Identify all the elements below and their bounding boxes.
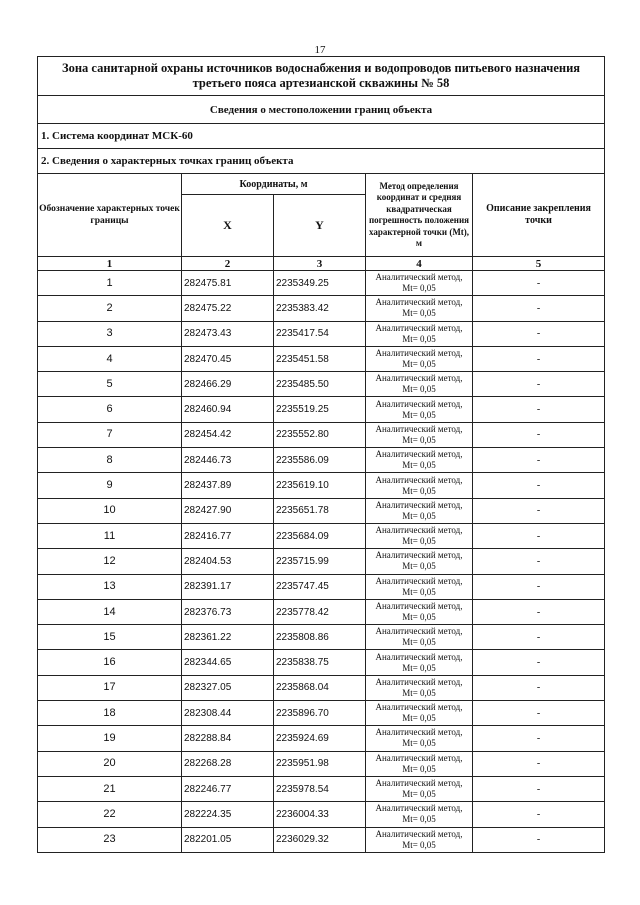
document-title: Зона санитарной охраны источников водоснабжения и водопроводов питьевого назначения третьего пояса артезианской скважины № 58 — [38, 57, 605, 96]
method-text: Аналитический метод, — [375, 727, 463, 738]
table-row — [38, 473, 605, 498]
method-cell — [366, 372, 473, 397]
method-cell — [366, 827, 473, 852]
fixing-description: - — [473, 321, 605, 346]
coord-y: 2236004.33 — [274, 802, 366, 827]
coord-x: 282404.53 — [182, 549, 274, 574]
method-cell — [366, 523, 473, 548]
coord-y: 2235951.98 — [274, 751, 366, 776]
method-text: Аналитический метод, — [375, 752, 463, 763]
method-error: Mt= 0,05 — [402, 637, 436, 648]
table-row — [38, 372, 605, 397]
coord-y: 2235586.09 — [274, 448, 366, 473]
method-error: Mt= 0,05 — [402, 738, 436, 749]
table-row — [38, 346, 605, 371]
method-cell — [366, 271, 473, 296]
fixing-description: - — [473, 726, 605, 751]
coord-y: 2235747.45 — [274, 574, 366, 599]
table-row — [38, 726, 605, 751]
method-error: Mt= 0,05 — [402, 510, 436, 521]
method-cell — [366, 397, 473, 422]
method-text: Аналитический метод, — [375, 373, 463, 384]
method-cell — [366, 498, 473, 523]
fixing-description: - — [473, 675, 605, 700]
method-text: Аналитический метод, — [375, 676, 463, 687]
method-cell — [366, 751, 473, 776]
point-id: 16 — [38, 650, 182, 675]
method-text: Аналитический метод, — [375, 398, 463, 409]
fixing-description: - — [473, 776, 605, 801]
coord-y: 2235715.99 — [274, 549, 366, 574]
point-id: 19 — [38, 726, 182, 751]
method-cell — [366, 599, 473, 624]
coord-y: 2235868.04 — [274, 675, 366, 700]
coord-x: 282288.84 — [182, 726, 274, 751]
method-error: Mt= 0,05 — [402, 409, 436, 420]
coord-x: 282224.35 — [182, 802, 274, 827]
coord-y: 2235383.42 — [274, 296, 366, 321]
table-row — [38, 827, 605, 852]
method-error: Mt= 0,05 — [402, 839, 436, 850]
method-text: Аналитический метод, — [375, 601, 463, 611]
point-id: 5 — [38, 372, 182, 397]
method-text: Аналитический метод, — [375, 525, 463, 536]
column-number: 4 — [366, 257, 473, 271]
method-error: Mt= 0,05 — [402, 283, 436, 294]
table-row — [38, 397, 605, 422]
method-text: Аналитический метод, — [375, 828, 463, 839]
document-subtitle: Сведения о местоположении границ объекта — [38, 96, 605, 124]
point-id: 4 — [38, 346, 182, 371]
coord-x: 282344.65 — [182, 650, 274, 675]
method-cell — [366, 776, 473, 801]
method-text: Аналитический метод, — [375, 575, 463, 586]
point-id: 17 — [38, 675, 182, 700]
coord-y: 2236029.32 — [274, 827, 366, 852]
coord-x: 282361.22 — [182, 625, 274, 650]
method-text: Аналитический метод, — [375, 550, 463, 561]
method-error: Mt= 0,05 — [402, 333, 436, 344]
coord-x: 282391.17 — [182, 574, 274, 599]
method-cell — [366, 346, 473, 371]
method-cell — [366, 625, 473, 650]
table-row — [38, 625, 605, 650]
table-row — [38, 422, 605, 447]
point-id: 2 — [38, 296, 182, 321]
point-id: 10 — [38, 498, 182, 523]
fixing-description: - — [473, 372, 605, 397]
fixing-description: - — [473, 701, 605, 726]
method-error: Mt= 0,05 — [402, 789, 436, 800]
point-id: 7 — [38, 422, 182, 447]
point-id: 6 — [38, 397, 182, 422]
fixing-description: - — [473, 498, 605, 523]
fixing-description: - — [473, 802, 605, 827]
fixing-description: - — [473, 549, 605, 574]
coord-y: 2235896.70 — [274, 701, 366, 726]
method-error: Mt= 0,05 — [402, 586, 436, 597]
table-row — [38, 549, 605, 574]
method-error: Mt= 0,05 — [402, 561, 436, 572]
point-id: 9 — [38, 473, 182, 498]
method-cell — [366, 802, 473, 827]
point-id: 13 — [38, 574, 182, 599]
coord-x: 282470.45 — [182, 346, 274, 371]
method-error: Mt= 0,05 — [402, 814, 436, 825]
header-description: Описание закрепления точки — [473, 174, 605, 257]
boundary-points-table — [37, 56, 605, 853]
method-error: Mt= 0,05 — [402, 384, 436, 395]
table-row — [38, 701, 605, 726]
coord-x: 282416.77 — [182, 523, 274, 548]
method-error: Mt= 0,05 — [402, 662, 436, 673]
method-error: Mt= 0,05 — [402, 434, 436, 445]
header-coordinates: Координаты, м — [182, 174, 366, 195]
fixing-description: - — [473, 296, 605, 321]
method-cell — [366, 701, 473, 726]
coord-x: 282475.22 — [182, 296, 274, 321]
point-id: 3 — [38, 321, 182, 346]
coord-x: 282327.05 — [182, 675, 274, 700]
method-text: Аналитический метод, — [375, 702, 463, 713]
method-text: Аналитический метод, — [375, 322, 463, 333]
point-id: 18 — [38, 701, 182, 726]
coord-x: 282473.43 — [182, 321, 274, 346]
table-row — [38, 296, 605, 321]
fixing-description: - — [473, 422, 605, 447]
coord-y: 2235778.42 — [274, 599, 366, 624]
coord-y: 2235838.75 — [274, 650, 366, 675]
method-text: Аналитический метод, — [375, 651, 463, 662]
coord-y: 2235978.54 — [274, 776, 366, 801]
table-row — [38, 802, 605, 827]
table-row — [38, 321, 605, 346]
coord-x: 282427.90 — [182, 498, 274, 523]
point-id: 1 — [38, 271, 182, 296]
method-cell — [366, 422, 473, 447]
section-coordinate-system: 1. Система координат МСК-60 — [38, 124, 605, 149]
coord-y: 2235808.86 — [274, 625, 366, 650]
method-text: Аналитический метод, — [375, 778, 463, 789]
method-error: Mt= 0,05 — [402, 460, 436, 471]
method-error: Mt= 0,05 — [402, 612, 436, 622]
method-cell — [366, 650, 473, 675]
table-row — [38, 599, 605, 624]
fixing-description: - — [473, 271, 605, 296]
point-id: 22 — [38, 802, 182, 827]
header-y: Y — [274, 195, 366, 257]
fixing-description: - — [473, 827, 605, 852]
method-error: Mt= 0,05 — [402, 485, 436, 496]
method-error: Mt= 0,05 — [402, 359, 436, 370]
column-number: 5 — [473, 257, 605, 271]
column-number: 2 — [182, 257, 274, 271]
fixing-description: - — [473, 650, 605, 675]
point-id: 12 — [38, 549, 182, 574]
coord-x: 282376.73 — [182, 599, 274, 624]
coord-x: 282308.44 — [182, 701, 274, 726]
coord-y: 2235684.09 — [274, 523, 366, 548]
method-text: Аналитический метод, — [375, 348, 463, 359]
method-cell — [366, 296, 473, 321]
column-number-row — [38, 257, 605, 271]
point-id: 20 — [38, 751, 182, 776]
method-error: Mt= 0,05 — [402, 687, 436, 698]
section-characteristic-points: 2. Сведения о характерных точках границ объекта — [38, 149, 605, 174]
fixing-description: - — [473, 473, 605, 498]
point-id: 21 — [38, 776, 182, 801]
table-row — [38, 574, 605, 599]
table-row — [38, 448, 605, 473]
method-text: Аналитический метод, — [375, 272, 463, 283]
point-id: 15 — [38, 625, 182, 650]
method-error: Mt= 0,05 — [402, 713, 436, 724]
coord-x: 282460.94 — [182, 397, 274, 422]
coord-x: 282475.81 — [182, 271, 274, 296]
column-number: 1 — [38, 257, 182, 271]
coord-x: 282446.73 — [182, 448, 274, 473]
method-text: Аналитический метод, — [375, 297, 463, 308]
table-row — [38, 675, 605, 700]
coord-y: 2235619.10 — [274, 473, 366, 498]
fixing-description: - — [473, 397, 605, 422]
method-cell — [366, 726, 473, 751]
method-cell — [366, 574, 473, 599]
method-cell — [366, 473, 473, 498]
coord-y: 2235451.58 — [274, 346, 366, 371]
method-cell — [366, 675, 473, 700]
table-row — [38, 498, 605, 523]
fixing-description: - — [473, 448, 605, 473]
coord-x: 282268.28 — [182, 751, 274, 776]
method-text: Аналитический метод, — [375, 449, 463, 460]
method-text: Аналитический метод, — [375, 626, 463, 637]
coord-x: 282437.89 — [182, 473, 274, 498]
coord-y: 2235924.69 — [274, 726, 366, 751]
method-cell — [366, 321, 473, 346]
method-text: Аналитический метод, — [375, 499, 463, 510]
method-text: Аналитический метод, — [375, 423, 463, 434]
coord-y: 2235651.78 — [274, 498, 366, 523]
coord-y: 2235552.80 — [274, 422, 366, 447]
coord-y: 2235519.25 — [274, 397, 366, 422]
header-point-designation: Обозначение характерных точек границы — [38, 174, 182, 257]
page-number: 17 — [314, 44, 326, 56]
table-row — [38, 776, 605, 801]
table-row — [38, 751, 605, 776]
point-id: 8 — [38, 448, 182, 473]
table-row — [38, 523, 605, 548]
coord-y: 2235485.50 — [274, 372, 366, 397]
fixing-description: - — [473, 625, 605, 650]
coord-x: 282454.42 — [182, 422, 274, 447]
method-error: Mt= 0,05 — [402, 308, 436, 319]
coord-x: 282201.05 — [182, 827, 274, 852]
method-error: Mt= 0,05 — [402, 763, 436, 774]
fixing-description: - — [473, 574, 605, 599]
coord-x: 282246.77 — [182, 776, 274, 801]
method-error: Mt= 0,05 — [402, 536, 436, 547]
fixing-description: - — [473, 751, 605, 776]
header-method-text: Метод определения координат и средняя квадратическая погрешность положения характерной точки (Mt), м — [368, 180, 470, 248]
table-row — [38, 650, 605, 675]
coord-y: 2235349.25 — [274, 271, 366, 296]
column-number: 3 — [274, 257, 366, 271]
coord-x: 282466.29 — [182, 372, 274, 397]
header-x: X — [182, 195, 274, 257]
method-cell — [366, 549, 473, 574]
header-method — [366, 174, 473, 257]
fixing-description: - — [473, 599, 605, 624]
point-id: 23 — [38, 827, 182, 852]
fixing-description: - — [473, 523, 605, 548]
table-row — [38, 271, 605, 296]
method-text: Аналитический метод, — [375, 474, 463, 485]
method-cell — [366, 448, 473, 473]
point-id: 14 — [38, 599, 182, 624]
method-text: Аналитический метод, — [375, 803, 463, 814]
coord-y: 2235417.54 — [274, 321, 366, 346]
fixing-description: - — [473, 346, 605, 371]
point-id: 11 — [38, 523, 182, 548]
